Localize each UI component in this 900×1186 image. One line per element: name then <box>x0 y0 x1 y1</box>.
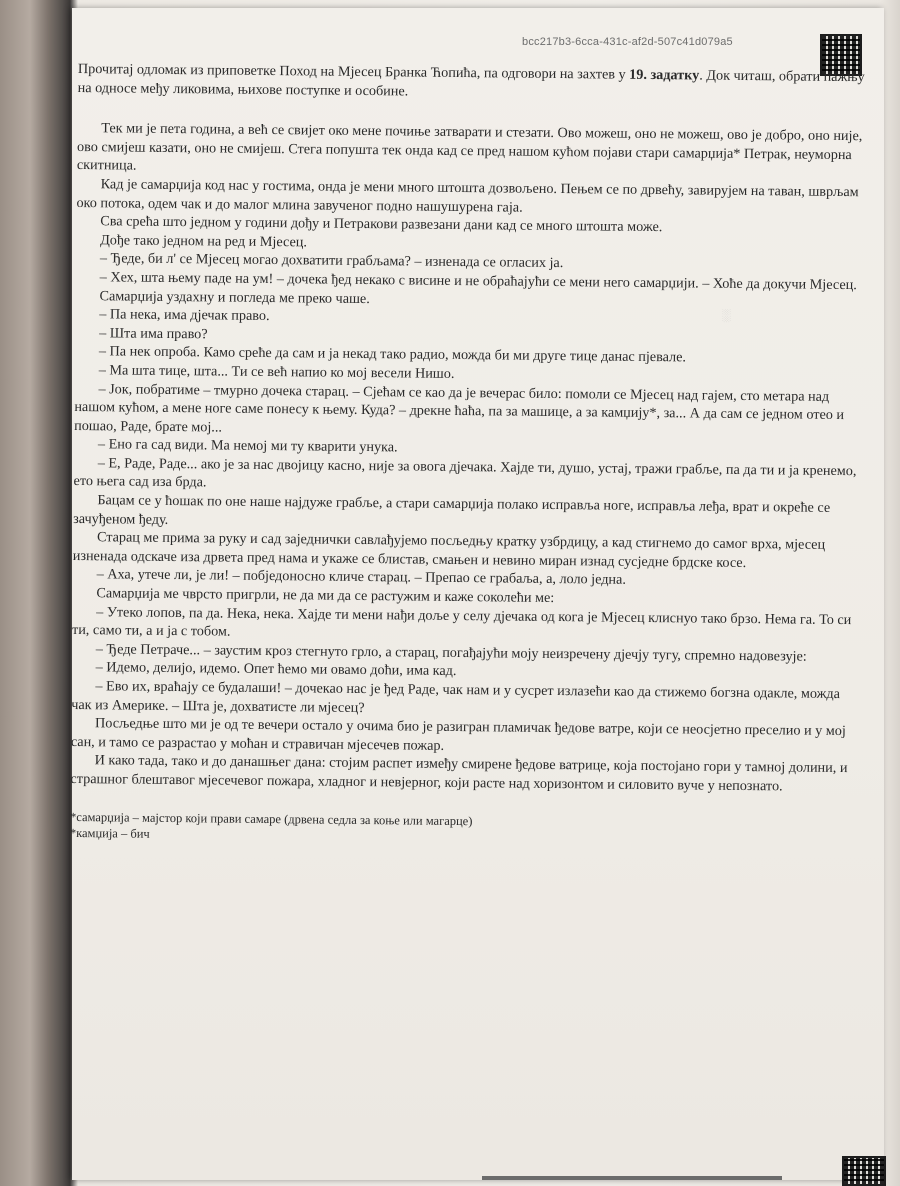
dialogue-line: – Јок, побратиме – тмурно дочека старац. – Сјећам се као да је вечерас било: помоли се Мјесец над гајем, сто метара над нашом кућом, а мене ноге саме понесу к њему. Куда? – дрекне ћаћа, па за машице, а за камџију*, за... А да сам се једном отео и пошао, Раде, брате мој... <box>74 380 845 436</box>
page-id: bcc217b3-6cca-431c-af2d-507c41d079a5 <box>522 36 733 48</box>
footnote: *самарџија – мајстор који прави самаре (дрвена седла за коње или магарце) <box>70 809 473 828</box>
story-paragraph: Сва срећа што једном у години дођу и Петракови развезани дани кад се много штошта може. <box>100 213 663 236</box>
story-excerpt <box>70 60 868 849</box>
story-paragraph: Посљедње што ми је од те вечери остало у очима био је разигран пламичак ђедове ватре, који се неосјетно преселио и у мој сан, и тамо се разрастао у моћан и стравичан мјесечев пожар. <box>70 715 846 754</box>
story-paragraph: Дође тако једном на ред и Мјесец. <box>100 231 308 251</box>
qr-code-icon <box>842 1156 886 1186</box>
story-paragraph: Самарџија ме чврсто пригрли, не да ми да се растужим и каже соколећи ме: <box>96 585 555 607</box>
dialogue-line: – Шта има право? <box>99 324 208 343</box>
dialogue-line: – Ено га сад види. Ма немој ми ту кварити унука. <box>97 436 398 456</box>
story-paragraph: Тек ми је пета година, а већ се свијет око мене почиње затварати и стезати. Ово можеш, оно не можеш, ово је добро, оно није, ово смијеш казати, оно не смијеш. Стега попушта тек онда кад се пред нашом кућом појави стари самарџија* Петрак, неуморна скитница. <box>76 120 863 174</box>
story-paragraph: Старац ме прима за руку и сад заједнички савлађујемо посљедњу кратку узбрдицу, а кад стигнемо до самог врха, мјесец изненада одскаче иза дрвета пред нама и укаже се блистав, смањен и невино миран изнад сусједне брдске косе. <box>72 529 826 571</box>
page-footer-line <box>482 1176 782 1180</box>
dialogue-line: – Па нека, има дјечак право. <box>99 306 270 325</box>
footnote: *камџија – бич <box>69 825 150 841</box>
dialogue-line: – Ево их, враћају се будалаши! – дочекао нас је ђед Раде, чак нам и у сусрет излазећи као да стижемо богзна одакле, можда чак из Америке. – Шта је, дохватисте ли мјесец? <box>71 678 841 716</box>
story-paragraph: Бацам се у ћошак по оне наше најдуже грабље, а стари самарџија полако исправља ноге, исправља леђа, врат и окреће се зачуђеном ђеду. <box>73 492 831 528</box>
intro-text-end: . Док читаш, обрати пажњу на односе међу ликовима, њихове поступке и особине. <box>77 67 865 100</box>
dialogue-line: – Аха, утече ли, је ли! – побједоносно кличе старац. – Препао се грабаља, а, лоло једна. <box>96 566 626 589</box>
dialogue-line: – Е, Раде, Раде... ако је за нас двојицу касно, није за овога дјечака. Хајде ти, душо, устај, тражи грабље, па да ти и ја кренемо, ето њега сад иза брда. <box>73 455 857 491</box>
story-paragraph: Самарџија уздахну и погледа ме преко чаше. <box>99 287 370 307</box>
dialogue-line: – Ма шта тице, шта... Ти се већ напио ко мој весели Нишо. <box>98 362 455 382</box>
footnotes <box>70 809 860 849</box>
story-paragraphs <box>70 119 867 797</box>
worksheet-page <box>69 8 884 1180</box>
dialogue-line: – Утеко лопов, па да. Нека, нека. Хајде ти мени нађи доље у селу дјечака од кога је Мјесец клиснуо тако брзо. Нема га. То си ти, само ти, а и ја с тобом. <box>71 603 852 640</box>
story-paragraph: И како тада, тако и до данашњег дана: стојим распет између смирене ђедове ватрице, која постојано гори у тамној долини, и страшног блештавог мјесечевог пожара, хладног и невјерног, који расте над хоризонтом и силовито вуче у непознато. <box>70 752 848 795</box>
dialogue-line: – Идемо, делијо, идемо. Опет ћемо ми овамо доћи, има кад. <box>95 659 457 680</box>
bleed-through-mark: ░ <box>722 308 731 322</box>
intro-text: Прочитај одломак из приповетке Поход на Мјесец Бранка Ћопића, па одговори на захтев у <box>77 60 630 83</box>
dialogue-line: – Па нек опроба. Камо среће да сам и ја некад тако радио, можда би ми друге тице данас пјевале. <box>98 343 687 366</box>
dialogue-line: – Хех, шта њему паде на ум! – дочека ђед некако с висине и не обраћајући се мени него самарџији. – Хоће да докучи Мјесец. <box>99 269 857 294</box>
task-intro <box>78 60 868 105</box>
dialogue-line: – Ђеде Петраче... – заустим кроз стегнуто грло, а старац, погађајући моју неизречену дјечју тугу, спремно надовезује: <box>95 641 807 665</box>
dialogue-line: – Ђеде, би л' се Мјесец могао дохватити грабљама? – изненада се огласих ја. <box>99 250 564 272</box>
task-reference: 19. задатку <box>629 66 700 84</box>
story-paragraph: Кад је самарџија код нас у гостима, онда је мени много штошта дозвољено. Пењем се по дрвећу, завирујем на таван, шврљам око потока, одем чак и до малог млина завученог подно нашушурена гаја. <box>76 176 859 216</box>
